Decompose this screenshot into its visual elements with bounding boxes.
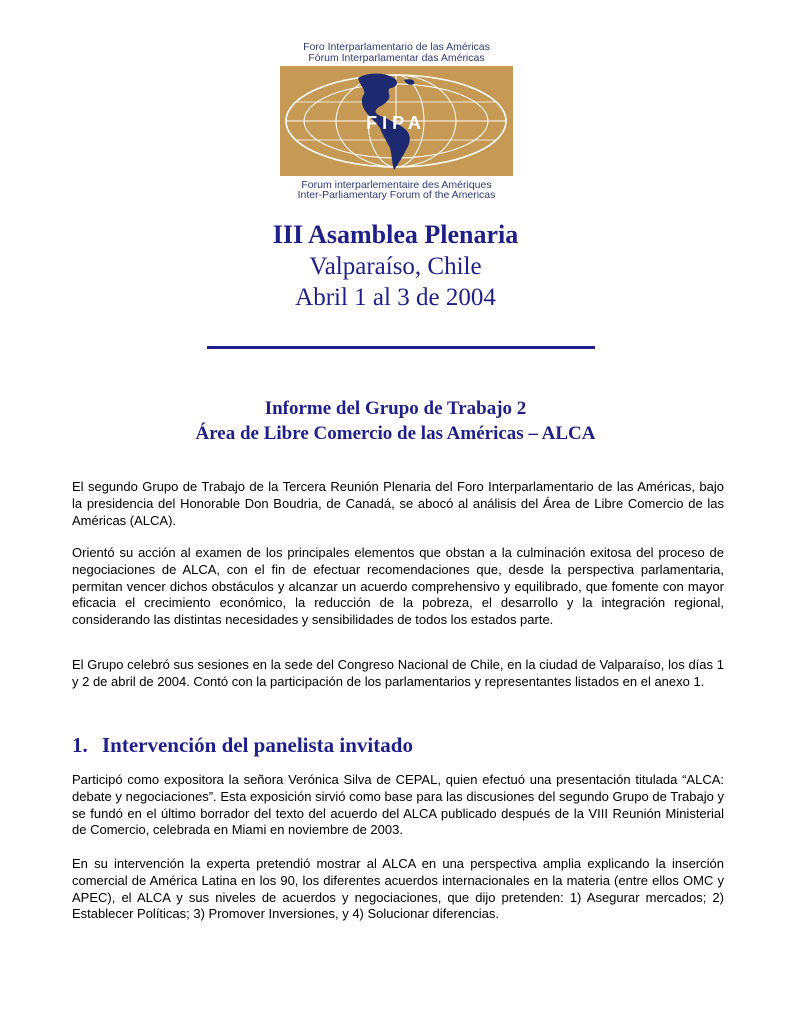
intro-paragraph-2: Orientó su acción al examen de los principales elementos que obstan a la culminación exitosa del proceso de negociaciones de ALCA, con el fin de efectuar recomendaciones que, desde la perspectiva parlamentaria, permitan vencer dichos obstáculos y alcanzar un acuerdo comprehensivo y equilibrado, que fomente con mayor eficacia el crecimiento económico, la reducción de la pobreza, el desarrollo y la integración regional, considerando las distintas necesidades y sensibilidades de todos los estados parte. [72,545,724,628]
section-1-heading [72,733,413,758]
logo-text-french: Forum interparlementaire des Amériques [301,179,492,191]
logo-emblem [280,66,513,176]
section-title: Intervención del panelista invitado [102,733,413,757]
event-location: Valparaíso, Chile [309,253,482,280]
logo-text-spanish: Foro Interparlamentario de las Américas [303,41,490,53]
section-1-paragraph-1: Participó como expositora la señora Verónica Silva de CEPAL, quien efectuó una presentación titulada “ALCA: debate y negociaciones”. Esta exposición sirvió como base para las discusiones del segundo Grupo de Trabajo y se fundó en el último borrador del texto del acuerdo del ALCA publicado después de la VIII Reunión Ministerial de Comercio, celebrada en Miami en noviembre de 2003. [72,772,724,838]
section-number: 1. [72,733,88,757]
logo-text-english: Inter-Parliamentary Forum of the Americas [297,189,496,201]
logo-text-portuguese: Fórum Interparlamentar das Américas [308,52,485,64]
report-title: Informe del Grupo de Trabajo 2 [264,398,527,419]
report-subtitle: Área de Libre Comercio de las Américas – ALCA [195,423,596,444]
americas-globe-icon [280,66,513,176]
title-divider [207,346,595,349]
section-1-paragraph-2: En su intervención la experta pretendió mostrar al ALCA en una perspectiva amplia explicando la inserción comercial de América Latina en los 90, los diferentes acuerdos internacionales en la materia (entre ellos OMC y APEC), el ALCA y sus niveles de acuerdos y negociaciones, que dijo pretenden: 1) Asegurar mercados; 2) Establecer Políticas; 3) Promover Inversiones, y 4) Solucionar diferencias. [72,856,724,922]
intro-paragraph-3: El Grupo celebró sus sesiones en la sede del Congreso Nacional de Chile, en la ciudad de Valparaíso, los días 1 y 2 de abril de 2004. Contó con la participación de los parlamentarios y representantes listados en el anexo 1. [72,657,724,689]
event-title: III Asamblea Plenaria [272,220,519,249]
intro-paragraph-1: El segundo Grupo de Trabajo de la Tercera Reunión Plenaria del Foro Interparlamentario de las Américas, bajo la presidencia del Honorable Don Boudria, de Canadá, se abocó al análisis del Área de Libre Comercio de las Américas (ALCA). [72,479,724,528]
logo-acronym: FIPA [366,113,426,133]
fipa-logo [280,42,513,200]
event-dates: Abril 1 al 3 de 2004 [295,284,496,311]
